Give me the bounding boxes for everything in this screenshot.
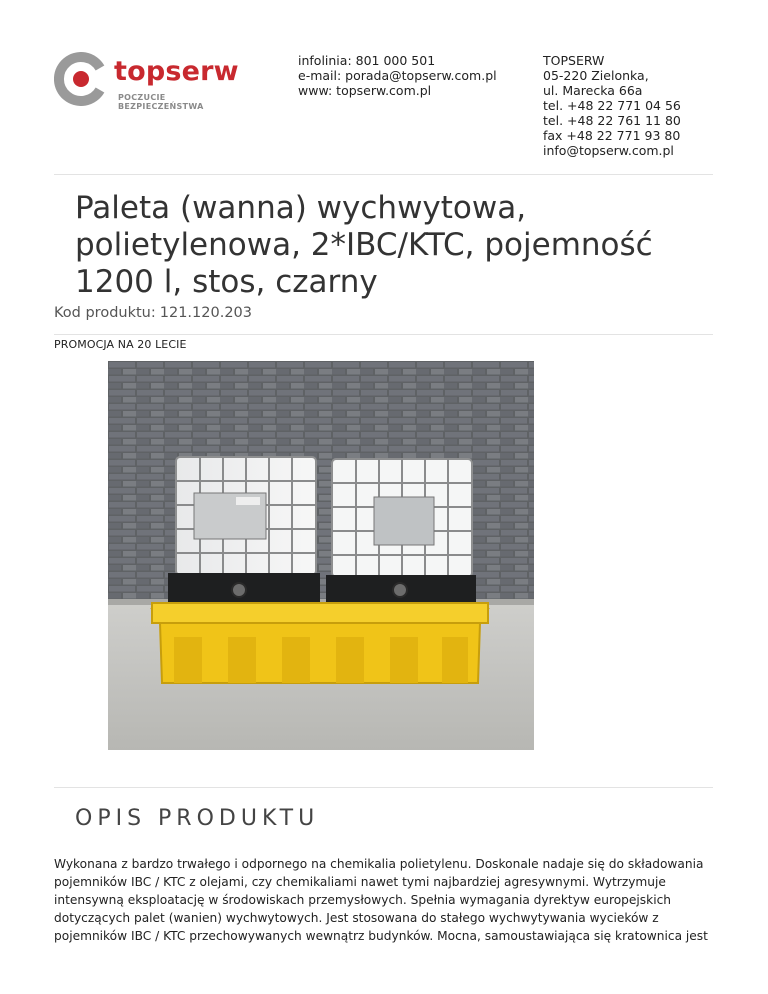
company-city: 05-220 Zielonka, [543, 68, 649, 83]
logo-tagline: POCZUCIE BEZPIECZEŃSTWA [118, 93, 204, 111]
description-text: Wykonana z bardzo trwałego i odpornego na chemikalia polietylenu. Doskonale nadaje się do składowania pojemników IBC / KTC z olejami, czy chemikaliami nawet tymi najbardziej agresywnymi. Wytrzymuje intensywną eksploatację w środowiskach przemysłowych. Spełnia wymagania dyrektyw europejskich dotyczących palet (wanien) wychwytowych. Jest stosowana do stałego wychwytywania wycieków z pojemników IBC / KTC przechowywanych wewnątrz budynków. Mocna, samoustawiająca się kratownica jest [54, 857, 708, 943]
company-name: TOPSERW [543, 53, 605, 68]
product-code-label: Kod produktu: [54, 305, 156, 321]
promo-badge: PROMOCJA NA 20 LECIE [54, 338, 187, 351]
product-code-value: 121.120.203 [159, 305, 252, 321]
header-divider [54, 174, 713, 175]
company-fax: fax +48 22 771 93 80 [543, 128, 681, 143]
topserw-logo[interactable] [54, 52, 254, 111]
product-photo-illustration [108, 361, 534, 750]
hotline-text: infolinia: 801 000 501 [298, 53, 436, 68]
code-divider [54, 334, 713, 335]
description-heading: OPIS PRODUKTU [75, 806, 320, 831]
section-divider [54, 787, 713, 788]
email-link[interactable]: e-mail: porada@topserw.com.pl [298, 68, 497, 83]
contact-info [298, 53, 497, 98]
company-email-link[interactable]: info@topserw.com.pl [543, 143, 674, 158]
company-address [543, 53, 681, 158]
company-tel-2: tel. +48 22 761 11 80 [543, 113, 681, 128]
logo-mark-icon [54, 52, 108, 106]
product-image[interactable] [108, 361, 534, 750]
company-tel-1: tel. +48 22 771 04 56 [543, 98, 681, 113]
company-street: ul. Marecka 66a [543, 83, 643, 98]
website-link[interactable]: www: topserw.com.pl [298, 83, 432, 98]
product-title: Paleta (wanna) wychwytowa, polietylenowa, 2*IBC/KTC, pojemność 1200 l, stos, czarny [75, 190, 653, 300]
product-code [54, 305, 256, 321]
logo-wordmark: topserw [114, 56, 239, 87]
